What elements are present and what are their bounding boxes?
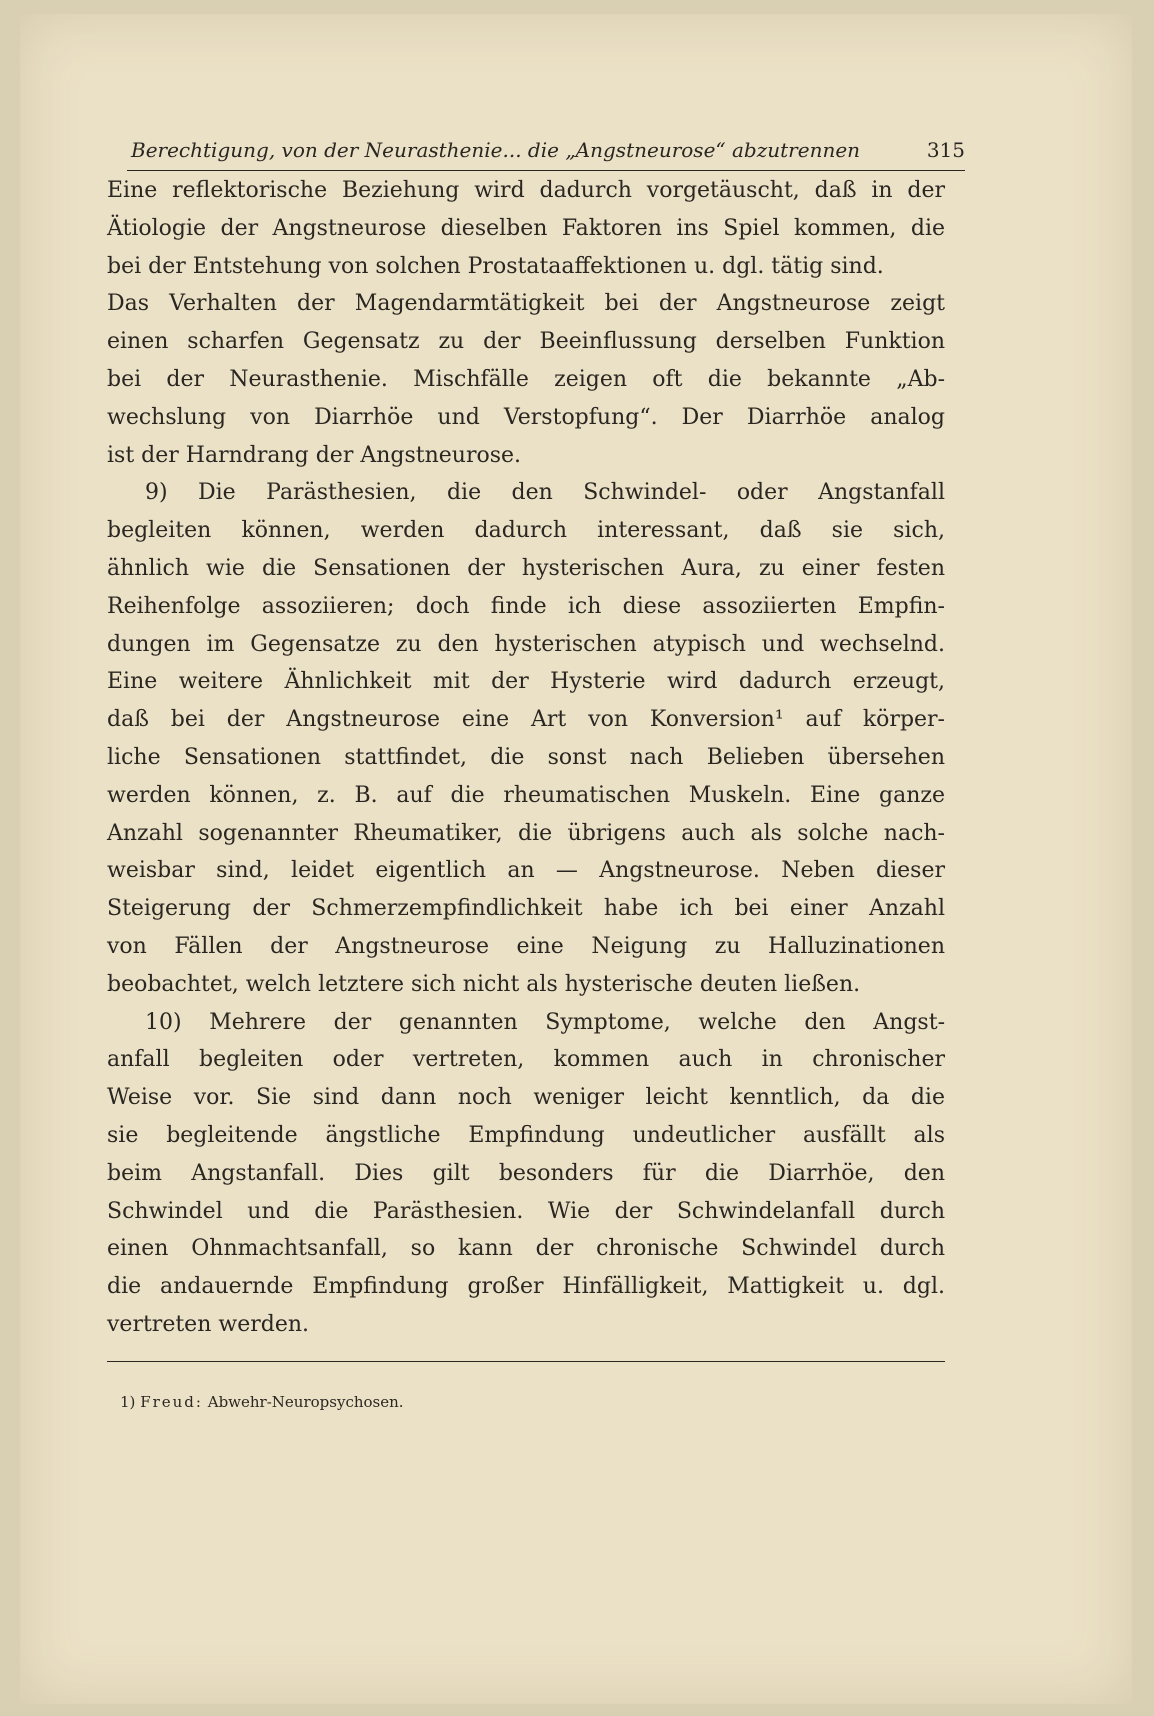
text-line: Reihenfolge assoziieren; doch finde ich diese assoziierten Empfin-: [107, 593, 945, 619]
footnote-marker: 1): [120, 1393, 136, 1411]
running-head-title: Berechtigung, von der Neurasthenie... die „Angstneurose“ abzutrennen: [131, 138, 861, 162]
text-line: anfall begleiten oder vertreten, kommen auch in chronischer: [107, 1047, 945, 1073]
footnote: [120, 1393, 404, 1411]
text-line: ist der Harndrang der Angstneurose.: [107, 442, 522, 468]
text-line: vertreten werden.: [107, 1311, 309, 1337]
footnote-text: Abwehr-Neuropsychosen.: [207, 1393, 404, 1411]
text-line: Das Verhalten der Magendarmtätigkeit bei der Angstneurose zeigt: [107, 291, 945, 317]
text-line: werden können, z. B. auf die rheumatischen Muskeln. Eine ganze: [107, 782, 945, 808]
text-line: Weise vor. Sie sind dann noch weniger leicht kenntlich, da die: [107, 1085, 945, 1111]
text-line: ähnlich wie die Sensationen der hysterischen Aura, zu einer festen: [107, 555, 945, 581]
text-line: liche Sensationen stattfindet, die sonst nach Belieben übersehen: [107, 744, 945, 770]
text-line: dungen im Gegensatze zu den hysterischen atypisch und wechselnd.: [107, 631, 945, 657]
text-line: begleiten können, werden dadurch interessant, daß sie sich,: [107, 518, 945, 544]
text-line: Schwindel und die Parästhesien. Wie der Schwindelanfall durch: [107, 1198, 945, 1224]
text-line: 9) Die Parästhesien, die den Schwindel- oder Angstanfall: [145, 480, 945, 506]
text-line: Eine reflektorische Beziehung wird dadurch vorgetäuscht, daß in der: [107, 178, 945, 203]
text-line: Ätiologie der Angstneurose dieselben Faktoren ins Spiel kommen, die: [107, 215, 945, 241]
text-line: Eine weitere Ähnlichkeit mit der Hysterie wird dadurch erzeugt,: [107, 669, 945, 695]
text-line: daß bei der Angstneurose eine Art von Konversion¹ auf körper-: [107, 707, 945, 733]
text-line: wechslung von Diarrhöe und Verstopfung“. Der Diarrhöe analog: [107, 404, 945, 430]
text-line: sie begleitende ängstliche Empfindung undeutlicher ausfällt als: [107, 1122, 945, 1148]
text-line: bei der Neurasthenie. Mischfälle zeigen oft die bekannte „Ab-: [107, 366, 945, 392]
body-text: [107, 172, 945, 1344]
text-line: von Fällen der Angstneurose eine Neigung zu Halluzinationen: [107, 933, 945, 959]
text-line: beim Angstanfall. Dies gilt besonders für die Diarrhöe, den: [107, 1160, 945, 1186]
text-line: die andauernde Empfindung großer Hinfälligkeit, Mattigkeit u. dgl.: [107, 1274, 945, 1300]
text-line: 10) Mehrere der genannten Symptome, welche den Angst-: [145, 1009, 945, 1035]
text-line: einen Ohnmachtsanfall, so kann der chronische Schwindel durch: [107, 1236, 945, 1262]
footnote-author: Freud:: [140, 1393, 203, 1411]
page-number: 315: [926, 138, 965, 162]
text-line: Steigerung der Schmerzempfindlichkeit habe ich bei einer Anzahl: [107, 896, 945, 922]
text-line: einen scharfen Gegensatz zu der Beeinflussung derselben Funktion: [107, 329, 945, 355]
text-line: beobachtet, welch letztere sich nicht als hysterische deuten ließen.: [107, 971, 861, 997]
text-line: weisbar sind, leidet eigentlich an — Angstneurose. Neben dieser: [107, 858, 945, 884]
text-line: Anzahl sogenannter Rheumatiker, die übrigens auch als solche nach-: [107, 820, 945, 846]
running-head: [127, 132, 965, 171]
text-line: bei der Entstehung von solchen Prostataaffektionen u. dgl. tätig sind.: [107, 253, 884, 279]
footnote-divider: [107, 1361, 945, 1362]
